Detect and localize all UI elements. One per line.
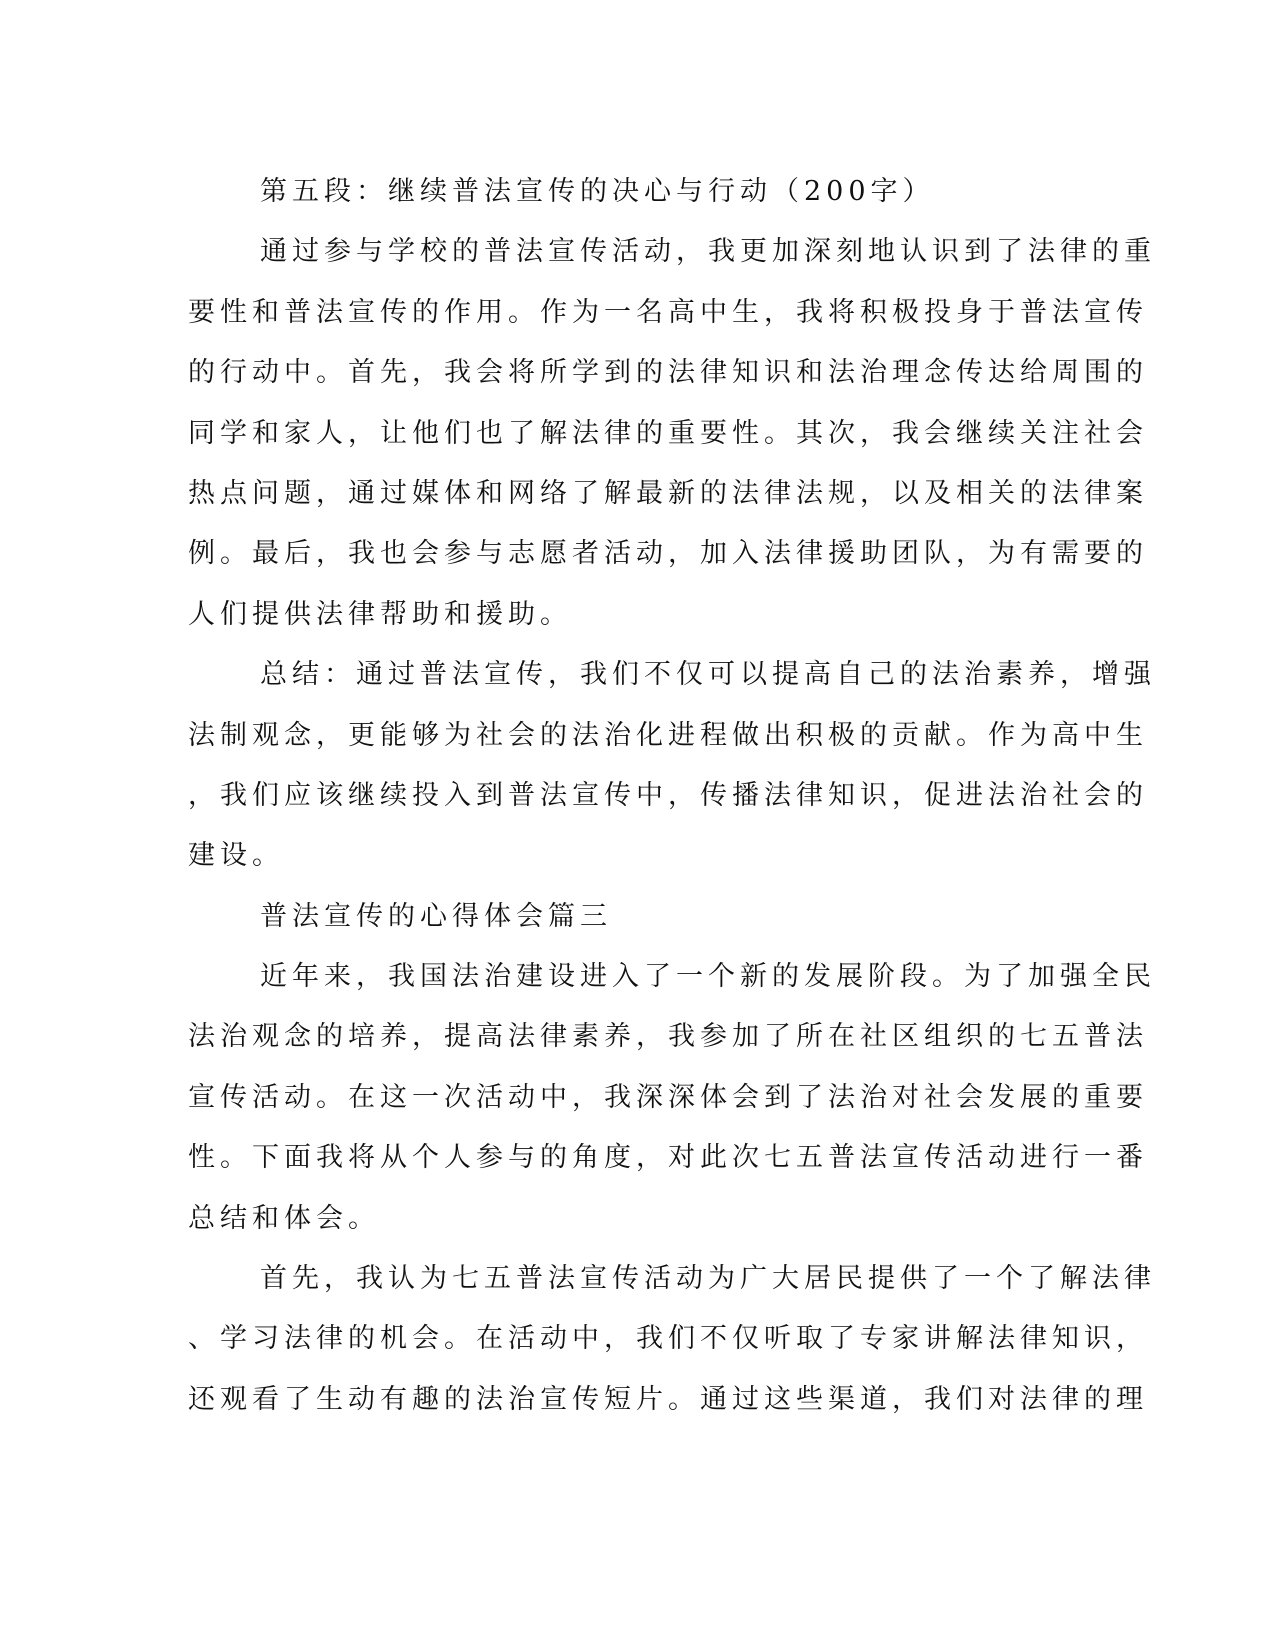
paragraph-line: 法治观念的培养，提高法律素养，我参加了所在社区组织的七五普法 [188, 1021, 1148, 1053]
paragraph-line: 近年来，我国法治建设进入了一个新的发展阶段。为了加强全民 [260, 961, 1156, 993]
paragraph-line: 建设。 [188, 840, 284, 872]
paragraph-line: ，我们应该继续投入到普法宣传中，传播法律知识，促进法治社会的 [188, 779, 1148, 811]
paragraph-line: 宣传活动。在这一次活动中，我深深体会到了法治对社会发展的重要 [188, 1081, 1148, 1113]
paragraph-line: 还观看了生动有趣的法治宣传短片。通过这些渠道，我们对法律的理 [188, 1383, 1148, 1415]
paragraph-line: 总结和体会。 [188, 1202, 380, 1234]
paragraph-line: 人们提供法律帮助和援助。 [188, 598, 572, 630]
paragraph-line: 要性和普法宣传的作用。作为一名高中生，我将积极投身于普法宣传 [188, 296, 1148, 328]
paragraph-line: 例。最后，我也会参与志愿者活动，加入法律援助团队，为有需要的 [188, 538, 1148, 570]
paragraph-line: 热点问题，通过媒体和网络了解最新的法律法规，以及相关的法律案 [188, 477, 1148, 509]
document-body [188, 162, 1156, 1430]
paragraph-line: 性。下面我将从个人参与的角度，对此次七五普法宣传活动进行一番 [188, 1142, 1148, 1174]
paragraph-line: 通过参与学校的普法宣传活动，我更加深刻地认识到了法律的重 [260, 236, 1156, 268]
article-heading-3: 普法宣传的心得体会篇三 [260, 900, 612, 932]
paragraph-line: 同学和家人，让他们也了解法律的重要性。其次，我会继续关注社会 [188, 417, 1148, 449]
paragraph-line: 首先，我认为七五普法宣传活动为广大居民提供了一个了解法律 [260, 1263, 1156, 1295]
summary-paragraph-line: 总结：通过普法宣传，我们不仅可以提高自己的法治素养，增强 [260, 659, 1156, 691]
paragraph-line: 法制观念，更能够为社会的法治化进程做出积极的贡献。作为高中生 [188, 719, 1148, 751]
paragraph-line: 、学习法律的机会。在活动中，我们不仅听取了专家讲解法律知识， [188, 1323, 1148, 1355]
section-heading-5: 第五段：继续普法宣传的决心与行动（200字） [260, 176, 935, 207]
paragraph-line: 的行动中。首先，我会将所学到的法律知识和法治理念传达给周围的 [188, 357, 1148, 389]
